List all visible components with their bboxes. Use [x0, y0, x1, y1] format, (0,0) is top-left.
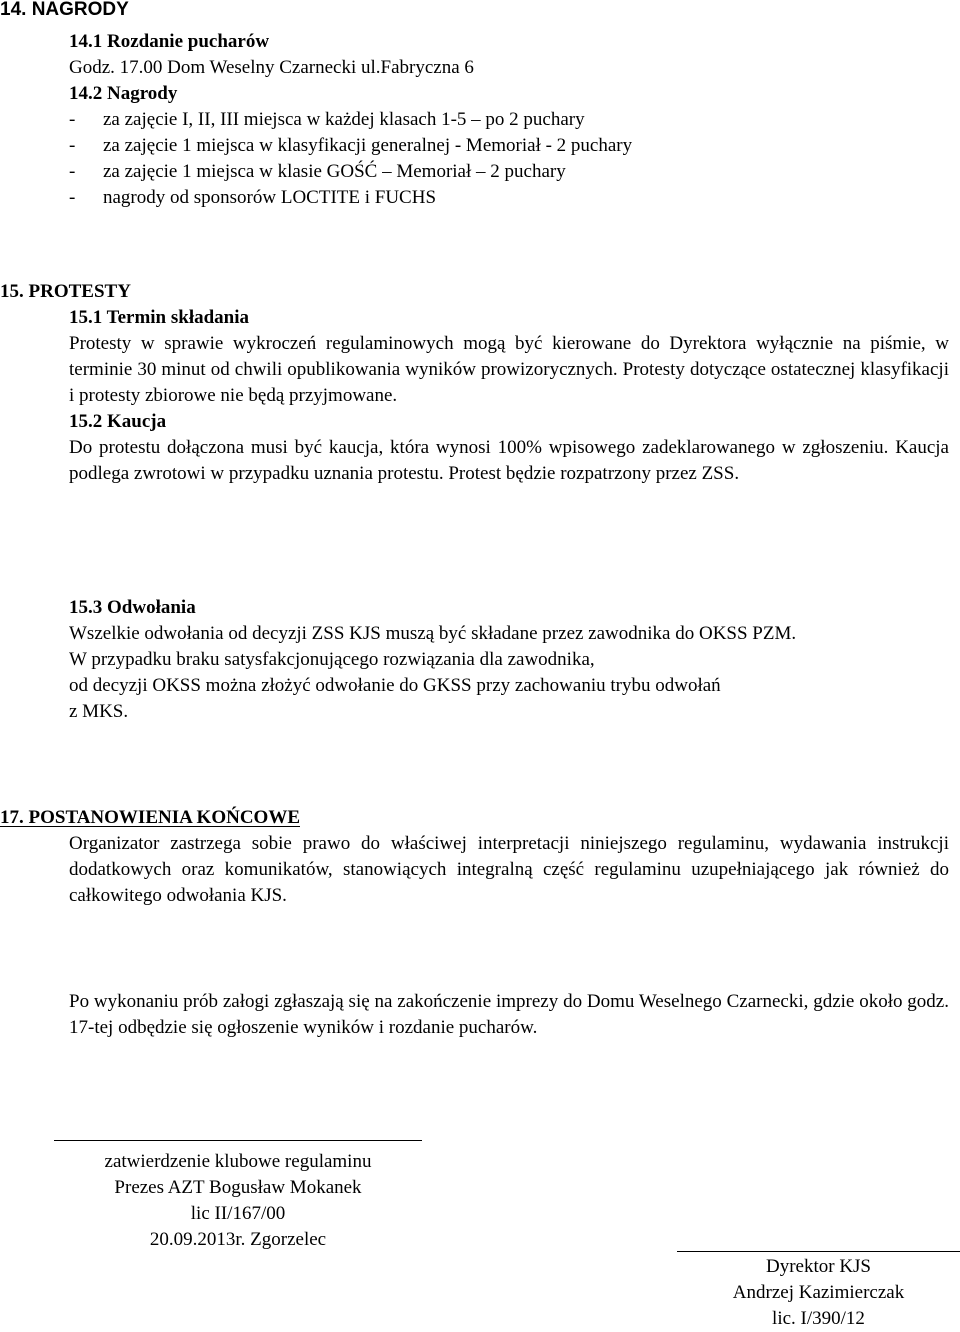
section-14-2-heading: 14.2 Nagrody [69, 83, 178, 104]
bullet-dash: - [69, 135, 76, 156]
bullet-dash: - [69, 109, 76, 130]
bullet-dash: - [69, 187, 76, 208]
appeal-line: W przypadku braku satysfakcjonującego rozwiązania dla zawodnika, [69, 649, 595, 670]
appeal-line: od decyzji OKSS można złożyć odwołanie do GKSS przy zachowaniu trybu odwołań [69, 675, 721, 696]
section-14-1-heading: 14.1 Rozdanie pucharów [69, 31, 270, 52]
section-15-2-text: Do protestu dołączona musi być kaucja, która wynosi 100% wpisowego zadeklarowanego w zgłoszeniu. Kaucja podlega zwrotowi w przypadku uznania protestu. Protest będzie rozpatrzony przez ZSS. [69, 437, 949, 484]
prize-list [69, 107, 769, 211]
signature-left-line: 20.09.2013r. Zgorzelec [149, 1229, 327, 1250]
appeal-line: z MKS. [69, 701, 129, 722]
section-15-1-heading: 15.1 Termin składania [69, 307, 250, 328]
section-15-2-heading: 15.2 Kaucja [69, 411, 167, 432]
section-14-1-text: Godz. 17.00 Dom Weselny Czarnecki ul.Fabryczna 6 [69, 57, 474, 78]
bullet-dash: - [69, 161, 76, 182]
list-item [69, 159, 769, 185]
section-14-heading: 14. NAGRODY [0, 0, 129, 20]
section-15-heading: 15. PROTESTY [0, 281, 131, 302]
list-item-text: za zajęcie 1 miejsca w klasyfikacji generalnej - Memoriał - 2 puchary [103, 135, 633, 156]
section-17-heading: 17. POSTANOWIENIA KOŃCOWE [0, 807, 300, 828]
closing-paragraph: Po wykonaniu prób załogi zgłaszają się na zakończenie imprezy do Domu Weselnego Czarnecki, gdzie około godz. 17-tej odbędzie się ogłoszenie wyników i rozdanie pucharów. [69, 991, 949, 1038]
list-item-text: za zajęcie 1 miejsca w klasie GOŚĆ – Memoriał – 2 puchary [103, 161, 566, 182]
signature-left-line: zatwierdzenie klubowe regulaminu [104, 1151, 372, 1172]
list-item [69, 133, 769, 159]
section-15-1-text: Protesty w sprawie wykroczeń regulaminowych mogą być kierowane do Dyrektora wyłącznie na piśmie, w terminie 30 minut od chwili opublikowania wyników prowizorycznych. Protesty dotyczące ostatecznej klasyfikacji i protesty zbiorowe nie będą przyjmowane. [69, 333, 949, 406]
appeal-line: Wszelkie odwołania od decyzji ZSS KJS muszą być składane przez zawodnika do OKSS PZM. [69, 623, 797, 644]
list-item [69, 107, 769, 133]
section-17-text: Organizator zastrzega sobie prawo do właściwej interpretacji niniejszego regulaminu, wydawania instrukcji dodatkowych oraz komunikatów, stanowiących integralną część regulaminu uzupełniającego jak również do całkowitego odwołania KJS. [69, 833, 949, 906]
section-15-3-heading: 15.3 Odwołania [69, 597, 196, 618]
signature-right-line: Dyrektor KJS [765, 1256, 872, 1277]
signature-right-line: Andrzej Kazimierczak [732, 1282, 905, 1303]
signature-left-line: lic II/167/00 [190, 1203, 286, 1224]
signature-line-left [54, 1140, 422, 1141]
signature-right-line: lic. I/390/12 [772, 1308, 865, 1329]
list-item [69, 185, 769, 211]
list-item-text: za zajęcie I, II, III miejsca w każdej klasach 1-5 – po 2 puchary [103, 109, 585, 130]
list-item-text: nagrody od sponsorów LOCTITE i FUCHS [103, 187, 437, 208]
signature-line-right [677, 1251, 960, 1252]
signature-left-line: Prezes AZT Bogusław Mokanek [114, 1177, 362, 1198]
